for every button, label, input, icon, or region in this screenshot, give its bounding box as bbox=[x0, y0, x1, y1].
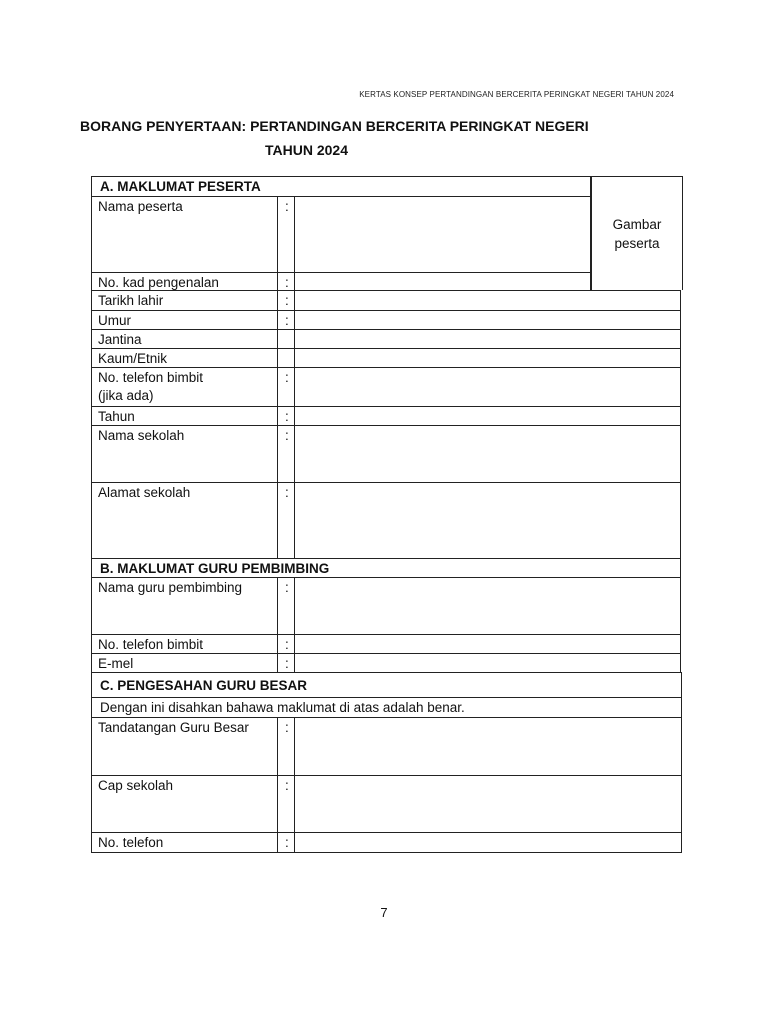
form-title-year: TAHUN 2024 bbox=[265, 142, 348, 158]
field-label: Nama peserta bbox=[98, 199, 183, 214]
section-b-header bbox=[91, 558, 681, 577]
field-no-telefon-bimbit-peserta bbox=[91, 367, 681, 406]
section-c-header bbox=[91, 672, 682, 697]
field-no-telefon-bimbit-guru bbox=[91, 634, 681, 653]
field-tandatangan-guru-besar bbox=[91, 717, 682, 775]
field-label: Nama guru pembimbing bbox=[98, 580, 243, 595]
field-label: Tandatangan Guru Besar bbox=[98, 720, 249, 735]
colon: : bbox=[285, 409, 289, 424]
field-jantina bbox=[91, 329, 681, 348]
section-b-title: B. MAKLUMAT GURU PEMBIMBING bbox=[100, 561, 330, 576]
section-a-header bbox=[91, 176, 591, 196]
photo-box[interactable] bbox=[591, 176, 683, 290]
colon: : bbox=[285, 637, 289, 652]
field-label: E-mel bbox=[98, 656, 134, 671]
field-label: No. telefon bimbit (jika ada) bbox=[98, 370, 204, 403]
field-label: Tarikh lahir bbox=[98, 293, 164, 308]
form-title: BORANG PENYERTAAN: PERTANDINGAN BERCERITA PERINGKAT NEGERI bbox=[80, 118, 589, 134]
colon: : bbox=[285, 293, 289, 308]
field-label: No. telefon bbox=[98, 835, 164, 850]
section-a-title: A. MAKLUMAT PESERTA bbox=[100, 179, 261, 194]
colon: : bbox=[285, 313, 289, 328]
colon: : bbox=[285, 656, 289, 671]
colon: : bbox=[285, 580, 289, 595]
section-c-title: C. PENGESAHAN GURU BESAR bbox=[100, 678, 308, 693]
field-nama-sekolah bbox=[91, 425, 681, 482]
photo-label: Gambar peserta bbox=[612, 216, 662, 251]
page-number: 7 bbox=[380, 905, 388, 920]
field-kaum-etnik bbox=[91, 348, 681, 367]
field-label: Jantina bbox=[98, 332, 142, 347]
field-nama-peserta bbox=[91, 196, 591, 272]
field-label: Alamat sekolah bbox=[98, 485, 191, 500]
registration-form bbox=[91, 176, 683, 853]
field-label: No. telefon bimbit bbox=[98, 637, 204, 652]
field-nama-guru-pembimbing bbox=[91, 577, 681, 634]
field-label: Nama sekolah bbox=[98, 428, 185, 443]
colon: : bbox=[285, 428, 289, 443]
field-cap-sekolah bbox=[91, 775, 682, 832]
colon: : bbox=[285, 835, 289, 850]
verification-statement: Dengan ini disahkan bahawa maklumat di atas adalah benar. bbox=[100, 700, 465, 715]
field-no-kad-pengenalan bbox=[91, 272, 591, 290]
colon: : bbox=[285, 199, 289, 214]
header-note: KERTAS KONSEP PERTANDINGAN BERCERITA PERINGKAT NEGERI TAHUN 2024 bbox=[359, 90, 674, 99]
field-tahun bbox=[91, 406, 681, 425]
colon: : bbox=[285, 720, 289, 735]
field-emel bbox=[91, 653, 681, 672]
field-label: Tahun bbox=[98, 409, 135, 424]
field-alamat-sekolah bbox=[91, 482, 681, 558]
colon: : bbox=[285, 485, 289, 500]
field-label: No. kad pengenalan bbox=[98, 275, 219, 290]
verification-statement-row bbox=[91, 697, 682, 717]
colon: : bbox=[285, 370, 289, 385]
field-umur bbox=[91, 310, 681, 329]
field-label: Umur bbox=[98, 313, 131, 328]
field-no-telefon-sekolah bbox=[91, 832, 682, 853]
field-tarikh-lahir bbox=[91, 290, 681, 310]
field-label: Cap sekolah bbox=[98, 778, 174, 793]
colon: : bbox=[285, 778, 289, 793]
colon: : bbox=[285, 275, 289, 290]
field-label: Kaum/Etnik bbox=[98, 351, 168, 366]
